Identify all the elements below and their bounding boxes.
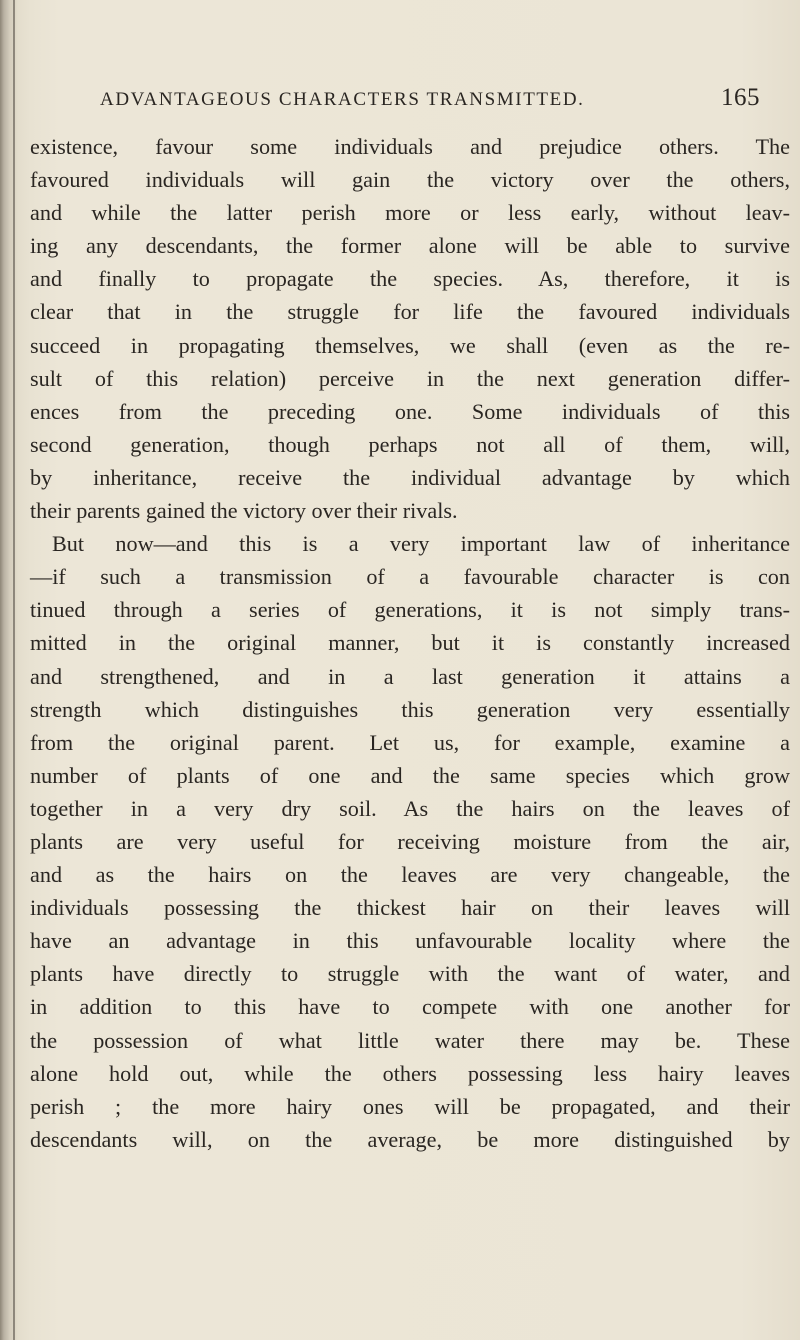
text-line: and finally to propagate the species. As, therefore, it is — [30, 266, 790, 292]
page-header — [100, 84, 760, 118]
text-line: clear that in the struggle for life the favoured individuals — [30, 299, 790, 325]
text-line: second generation, though perhaps not all of them, will, — [30, 431, 790, 457]
text-line: descendants will, on the average, be more distinguished by — [30, 1126, 790, 1152]
text-line: sult of this relation) perceive in the next generation differ- — [30, 365, 790, 391]
text-line: together in a very dry soil. As the hairs on the leaves of — [30, 795, 790, 821]
page-number: 165 — [721, 84, 760, 111]
binding-gutter-shadow — [0, 0, 18, 1340]
text-line: plants are very useful for receiving moisture from the air, — [30, 828, 790, 854]
text-line: in addition to this have to compete with one another for — [30, 994, 790, 1020]
text-line: number of plants of one and the same species which grow — [30, 762, 790, 788]
text-line: and strengthened, and in a last generation it attains a — [30, 663, 790, 689]
text-line: perish ; the more hairy ones will be propagated, and their — [30, 1093, 790, 1119]
text-line: strength which distinguishes this generation very essentially — [30, 696, 790, 722]
text-line: by inheritance, receive the individual advantage by which — [30, 464, 790, 490]
binding-gutter-line — [13, 0, 15, 1340]
text-line: and while the latter perish more or less early, without leav- — [30, 200, 790, 226]
text-line: tinued through a series of generations, it is not simply trans- — [30, 597, 790, 623]
text-line: ences from the preceding one. Some individuals of this — [30, 398, 790, 424]
body-text — [30, 130, 790, 1156]
text-line: ing any descendants, the former alone will be able to survive — [30, 233, 790, 259]
paragraph-start-line: But now—and this is a very important law of inheritance — [52, 531, 790, 557]
text-line: and as the hairs on the leaves are very changeable, the — [30, 862, 790, 888]
text-line: their parents gained the victory over their rivals. — [30, 498, 458, 524]
text-line: have an advantage in this unfavourable locality where the — [30, 928, 790, 954]
running-title: ADVANTAGEOUS CHARACTERS TRANSMITTED. — [100, 89, 585, 110]
text-line: existence, favour some individuals and prejudice others. The — [30, 134, 790, 159]
text-line: favoured individuals will gain the victory over the others, — [30, 167, 790, 193]
text-line: the possession of what little water there may be. These — [30, 1027, 790, 1053]
text-line: mitted in the original manner, but it is constantly increased — [30, 630, 790, 656]
text-line: —if such a transmission of a favourable character is con — [30, 564, 790, 590]
text-line: plants have directly to struggle with the want of water, and — [30, 961, 790, 987]
text-line: succeed in propagating themselves, we shall (even as the re- — [30, 332, 790, 358]
text-line: individuals possessing the thickest hair on their leaves will — [30, 895, 790, 921]
text-line: alone hold out, while the others possessing less hairy leaves — [30, 1060, 790, 1086]
text-line: from the original parent. Let us, for example, examine a — [30, 729, 790, 755]
